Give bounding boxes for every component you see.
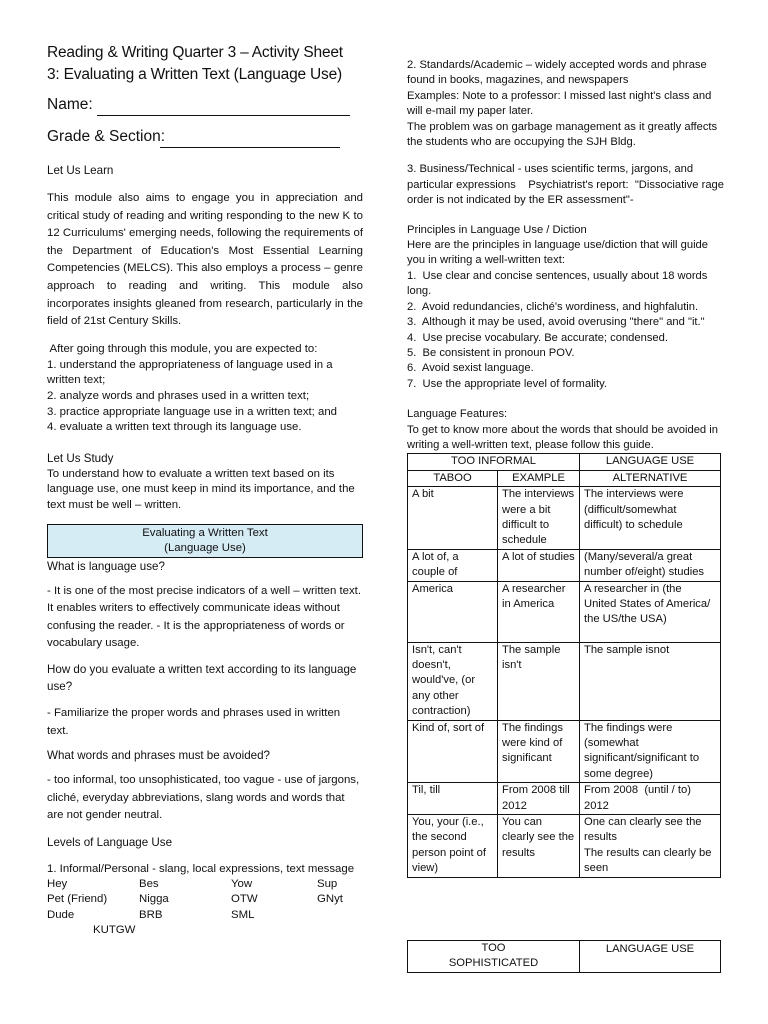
table-row — [408, 815, 721, 878]
principle-item: 3. Although it may be used, avoid overusing "there" and "it." — [407, 316, 705, 329]
alternative-cell: The findings were (somewhat significant/significant to some degree) — [580, 720, 721, 783]
language-features-heading: Language Features: — [407, 408, 508, 421]
table-row — [408, 720, 721, 783]
objectives-list — [47, 358, 363, 436]
slang-word: SML — [231, 908, 255, 921]
slang-word — [317, 908, 367, 923]
principle-item: 6. Avoid sexist language. — [407, 362, 534, 375]
principle-item: 5. Be consistent in pronoun POV. — [407, 346, 575, 359]
example-cell: The sample isn't — [498, 642, 580, 720]
alternative-cell: One can clearly see the results The results can clearly be seen — [580, 815, 721, 878]
principle-item: 7. Use the appropriate level of formality. — [407, 377, 608, 390]
alternative-cell: From 2008 (until / to) 2012 — [580, 783, 721, 815]
standards-label: 2. Standards/Academic — [407, 59, 523, 71]
levels-heading: Levels of Language Use — [47, 836, 173, 850]
informal-desc: - slang, local expressions, text message — [148, 863, 355, 876]
objective-item: 4. evaluate a written text through its language use. — [47, 421, 302, 434]
alternative-cell: The interviews were (difficult/somewhat difficult) to schedule — [580, 487, 721, 550]
slang-word: Nigga — [139, 893, 169, 906]
objective-item: 2. analyze words and phrases used in a written text; — [47, 389, 310, 402]
taboo-cell: You, your (i.e., the second person point of view) — [408, 815, 498, 878]
name-field[interactable] — [47, 96, 363, 120]
section-title-box — [47, 524, 363, 558]
question-evaluate: How do you evaluate a written text according to its language use? — [47, 662, 357, 694]
standards-level — [407, 58, 725, 89]
slang-word: GNyt — [317, 893, 343, 906]
header-too-sophisticated: TOO SOPHISTICATED — [408, 941, 580, 973]
let-us-learn-paragraph: This module also aims to engage you in appreciation and critical study of reading and writing responding to the new K to 12 Curriculums' emerging needs, following the requirements of the Department of Education's Most Essential Learning Competencies (MELCS). This also employs a process – genre approach to reading and writing. This module also incorporates insights gleaned from research, particularly in the field of 21st Century Skills. — [47, 192, 363, 328]
example-cell: You can clearly see the results — [498, 815, 580, 878]
grade-section-field[interactable] — [47, 128, 363, 152]
objective-item: 3. practice appropriate language use in a written text; and — [47, 405, 338, 418]
taboo-cell: Kind of, sort of — [408, 720, 498, 783]
taboo-cell: A lot of, a couple of — [408, 549, 498, 581]
principle-item: 4. Use precise vocabulary. Be accurate; condensed. — [407, 331, 668, 344]
principles-intro: Here are the principles in language use/diction that will guide you in writing a well-written text: — [407, 239, 709, 267]
sheet-title — [47, 42, 363, 86]
alternative-cell: A researcher in (the United States of America/ the US/the USA) — [580, 581, 721, 642]
standards-example-1: Examples: Note to a professor: I missed last night's class and will e-mail my paper later. — [407, 89, 712, 118]
header-example: EXAMPLE — [498, 470, 580, 486]
header-too-informal: TOO INFORMAL — [408, 454, 580, 470]
principle-item: 1. Use clear and concise sentences, usually about 18 words long. — [407, 269, 711, 298]
too-informal-table — [407, 453, 721, 877]
right-column — [407, 58, 728, 878]
principles-heading: Principles in Language Use / Diction — [407, 223, 587, 236]
box-title-line-1: Evaluating a Written Text — [142, 526, 268, 539]
slang-word: Sup — [317, 878, 338, 891]
table-header-row — [408, 941, 721, 973]
slang-word: Pet (Friend) — [47, 893, 108, 906]
business-level — [407, 162, 728, 208]
standards-example-2: The problem was on garbage management as it greatly affects the students who are occupying the SJH Bldg. — [407, 120, 718, 149]
language-features-intro: To get to know more about the words that should be avoided in writing a well-written text, please follow this guide. — [407, 423, 718, 451]
taboo-cell: America — [408, 581, 498, 642]
business-label: 3. Business/Technical — [407, 163, 515, 176]
answer-language-use: - It is one of the most precise indicators of a well – written text. It enables writers to effectively communicate ideas without confusing the reader. - It is the appropriateness of words or vocabulary usage. — [47, 584, 362, 650]
table-subheader-row — [408, 470, 721, 486]
table-row — [408, 783, 721, 815]
example-cell: The interviews were a bit difficult to schedule — [498, 487, 580, 550]
business-desc: - uses scientific terms, jargons, and particular expressions Psychiatrist's report: "Dissociative rage order is not indicated by the ER assessment"- — [407, 163, 728, 207]
slang-word-last: KUTGW — [93, 924, 136, 937]
name-label: Name: — [47, 96, 93, 113]
question-avoid: What words and phrases must be avoided? — [47, 749, 270, 763]
taboo-cell: A bit — [408, 487, 498, 550]
principles-list — [407, 269, 725, 392]
table-row — [408, 549, 721, 581]
example-cell: A researcher in America — [498, 581, 580, 642]
title-line-2: 3: Evaluating a Written Text (Language Use) — [47, 66, 342, 83]
grade-section-blank-line[interactable] — [160, 147, 340, 148]
slang-word: OTW — [231, 893, 258, 906]
standards-desc: – widely accepted words and phrase found in books, magazines, and newspapers — [407, 59, 707, 87]
slang-word: Dude — [47, 908, 75, 921]
left-column — [47, 42, 363, 939]
question-language-use: What is language use? — [47, 559, 165, 573]
slang-word: Bes — [139, 878, 159, 891]
table-row — [408, 581, 721, 642]
header-alternative: ALTERNATIVE — [580, 470, 721, 486]
answer-evaluate: - Familiarize the proper words and phrases used in written text. — [47, 707, 341, 737]
header-taboo: TABOO — [408, 470, 498, 486]
objective-item: 1. understand the appropriateness of language used in a written text; — [47, 358, 333, 387]
table-row — [408, 642, 721, 720]
title-line-1: Reading & Writing Quarter 3 – Activity Sheet — [47, 44, 343, 61]
header-language-use: LANGUAGE USE — [580, 454, 721, 470]
box-title-line-2: (Language Use) — [164, 541, 246, 554]
alternative-cell: The sample isnot — [580, 642, 721, 720]
example-cell: The findings were kind of significant — [498, 720, 580, 783]
let-us-study-heading: Let Us Study — [47, 451, 114, 465]
header-language-use-2: LANGUAGE USE — [580, 941, 721, 973]
too-sophisticated-table — [407, 940, 721, 973]
slang-examples-grid — [47, 877, 363, 923]
example-cell: From 2008 till 2012 — [498, 783, 580, 815]
let-us-study-paragraph: To understand how to evaluate a written text based on its language use, one must keep in mind its importance, and the text must be well – written. — [47, 467, 355, 511]
informal-label: 1. Informal/Personal — [47, 863, 149, 876]
taboo-cell: Isn't, can't doesn't, would've, (or any other contraction) — [408, 642, 498, 720]
principle-item: 2. Avoid redundancies, cliché's wordiness, and highfalutin. — [407, 300, 699, 313]
slang-word: BRB — [139, 908, 163, 921]
answer-avoid: - too informal, too unsophisticated, too vague - use of jargons, cliché, everyday abbreviations, slang words and words that are not gender neutral. — [47, 774, 360, 822]
grade-section-label: Grade & Section: — [47, 128, 166, 145]
expected-intro: After going through this module, you are expected to: — [47, 342, 318, 355]
informal-level — [47, 862, 363, 877]
alternative-cell: (Many/several/a great number of/eight) studies — [580, 549, 721, 581]
taboo-cell: Til, till — [408, 783, 498, 815]
let-us-learn-heading: Let Us Learn — [47, 164, 114, 177]
table-header-row — [408, 454, 721, 470]
slang-word: Hey — [47, 878, 68, 891]
example-cell: A lot of studies — [498, 549, 580, 581]
table-row — [408, 487, 721, 550]
slang-word: Yow — [231, 878, 253, 891]
name-blank-line[interactable] — [97, 115, 350, 116]
